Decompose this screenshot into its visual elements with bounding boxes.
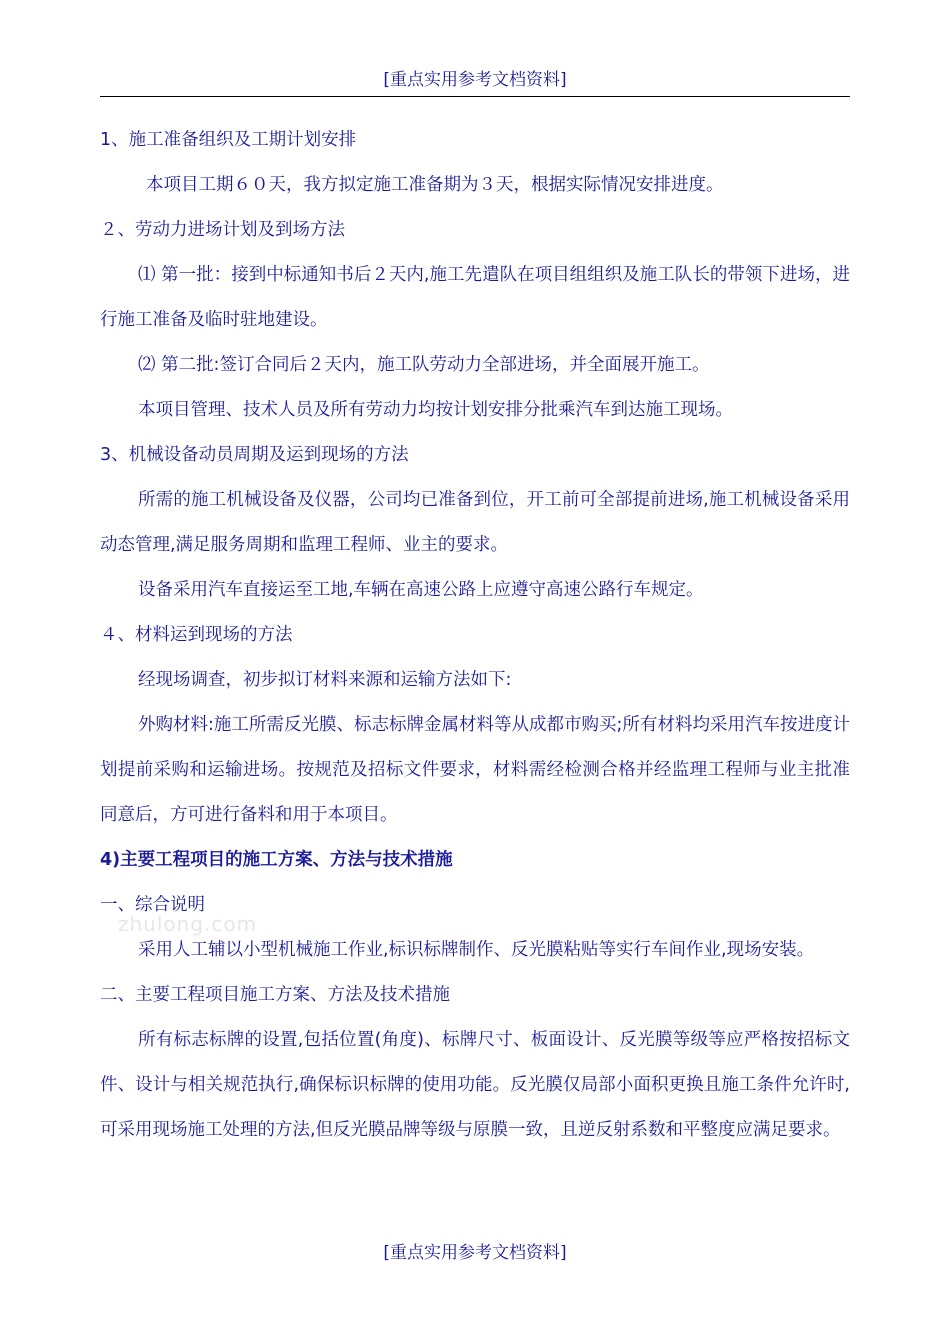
paragraph: 本项目工期６０天，我方拟定施工准备期为３天，根据实际情况安排进度。 xyxy=(146,175,724,195)
section-heading-2: ２、劳动力进场计划及到场方法 xyxy=(100,220,345,240)
paragraph: 采用人工辅以小型机械施工作业,标识标牌制作、反光膜粘贴等实行车间作业,现场安装。 xyxy=(138,940,815,960)
paragraph: 所需的施工机械设备及仪器，公司均已准备到位，开工前可全部提前进场,施工机械设备采用动态管理,满足服务周期和监理工程师、业主的要求。 xyxy=(100,490,850,555)
paragraph: ⑵ 第二批:签订合同后２天内，施工队劳动力全部进场，并全面展开施工。 xyxy=(138,355,710,375)
paragraph: 设备采用汽车直接运至工地,车辆在高速公路上应遵守高速公路行车规定。 xyxy=(138,580,704,600)
watermark: zhulong.com xyxy=(118,912,258,936)
subsection-heading-1: 一、综合说明 xyxy=(100,895,205,915)
paragraph: 经现场调查，初步拟订材料来源和运输方法如下: xyxy=(138,670,512,690)
page-header: [重点实用参考文档资料] xyxy=(383,70,567,90)
section-heading-1: 1、施工准备组织及工期计划安排 xyxy=(100,130,357,150)
paragraph: 本项目管理、技术人员及所有劳动力均按计划安排分批乘汽车到达施工现场。 xyxy=(138,400,733,420)
section-heading-3: 3、机械设备动员周期及运到现场的方法 xyxy=(100,445,409,465)
paragraph: 所有标志标牌的设置,包括位置(角度)、标牌尺寸、板面设计、反光膜等级等应严格按招标文件、设计与相关规范执行,确保标识标牌的使用功能。反光膜仅局部小面积更换且施工条件允许时,可采用现场施工处理的方法,但反光膜品牌等级与原膜一致，且逆反射系数和平整度应满足要求。 xyxy=(100,1030,850,1140)
paragraph: ⑴ 第一批：接到中标通知书后２天内,施工先遣队在项目组组织及施工队长的带领下进场，进行施工准备及临时驻地建设。 xyxy=(100,265,850,330)
document-body xyxy=(100,118,850,1153)
page-footer: [重点实用参考文档资料] xyxy=(383,1243,567,1263)
paragraph: 外购材料:施工所需反光膜、标志标牌金属材料等从成都市购买;所有材料均采用汽车按进度计划提前采购和运输进场。按规范及招标文件要求，材料需经检测合格并经监理工程师与业主批准同意后，方可进行备料和用于本项目。 xyxy=(100,715,850,825)
header-divider xyxy=(100,96,850,97)
main-section-heading: 4)主要工程项目的施工方案、方法与技术措施 xyxy=(100,850,453,870)
section-heading-4: ４、材料运到现场的方法 xyxy=(100,625,293,645)
subsection-heading-2: 二、主要工程项目施工方案、方法及技术措施 xyxy=(100,985,450,1005)
